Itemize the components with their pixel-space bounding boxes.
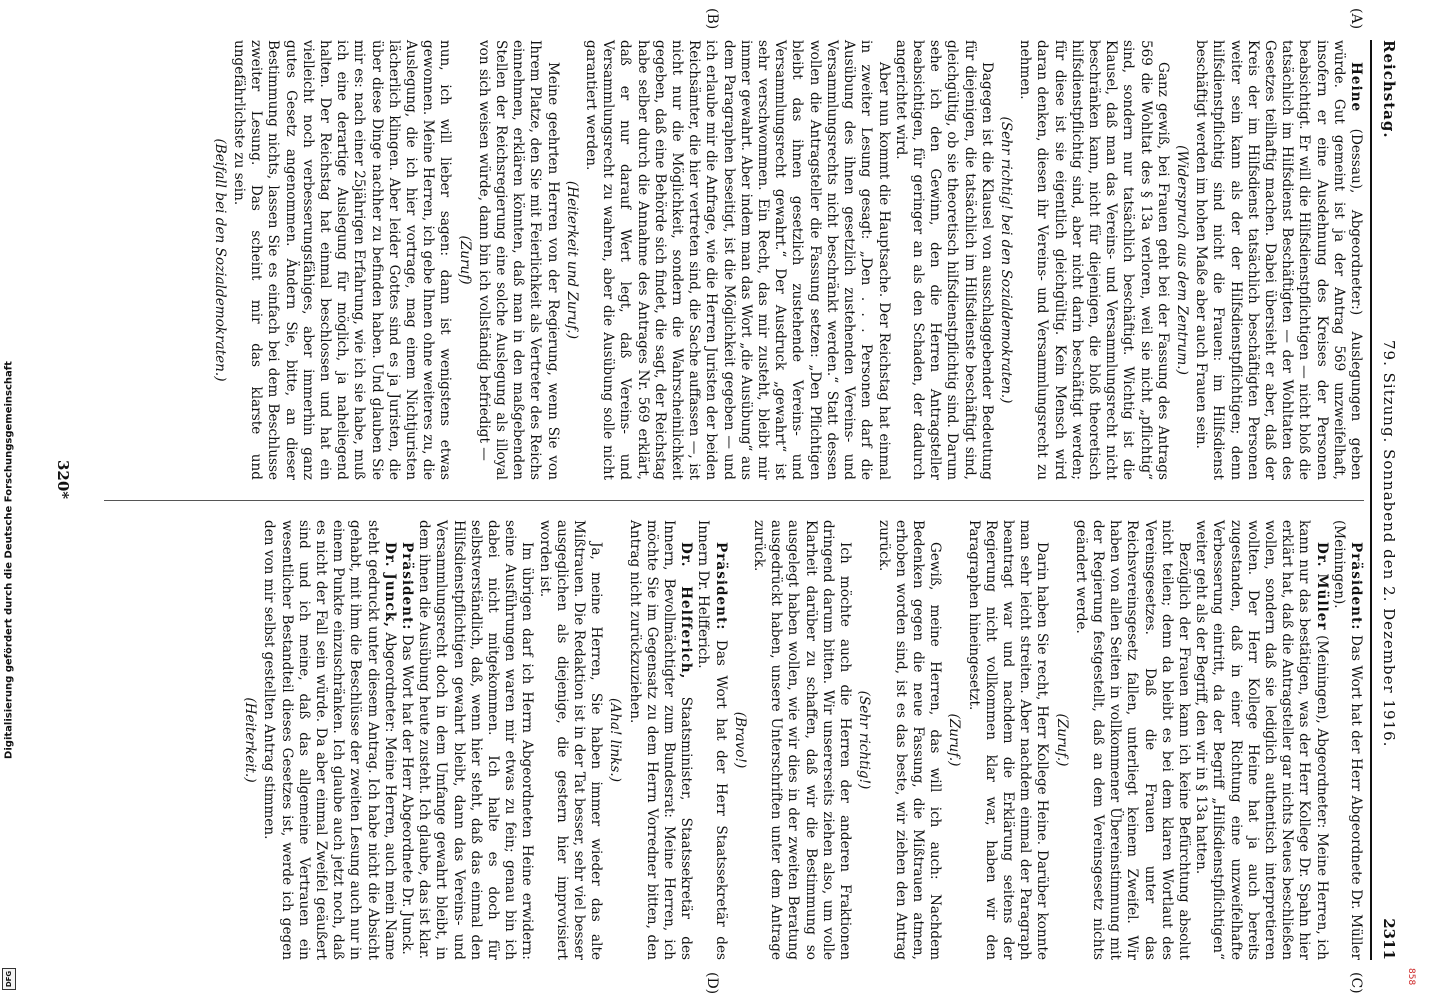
speech-text: Gewiß, meine Herren, das will ich auch: Nachdem Bedenken gegen die neue Fassung, die Mißtrauen atmen, erhoben worden sind, ist es das beste, wir ziehen den Antrag zurück. [875, 520, 944, 960]
speech-text: (Meiningen), Abgeordneter: Meine Herren, ich kann nur das bestätigen, was der Herr Kollege Dr. Spahn hier erklärt hat, daß die Antragsteller gar nichts Neues beschließen wollen, sondern daß sie lediglich authentisch interpretieren wollten. Der Herr Kollege Heine hat ja auch bereits zugestanden, daß in einer Richtung eine unzweifelhafte Verbesserung eintritt, da der Begriff „Hilfsdienstpflichtigen“ weiter geht als der Begriff, den wir in § 13a hatten. [1193, 520, 1330, 960]
speech-text: Meine geehrten Herren von der Regierung, wenn Sie von Ihrem Platze, den Sie mit Feierlichkeit als Vertreter des Reichs einnehmen, erklären könnten, daß man in den maßgebenden Stellen der Reichsregierung eine solche Auslegung als illoyal von sich weisen würde, dann bin ich vollständig befriedigt — [475, 40, 561, 480]
header-session: 79. Sitzung. Sonnabend den 2. Dezember 1916. [1380, 340, 1398, 748]
speaker-name: Dr. Junck, [381, 542, 398, 628]
dfg-logo: DFG [2, 968, 16, 990]
left-column [209, 40, 1364, 480]
speaker-name: Präsident: [399, 542, 416, 631]
speech-paragraph [625, 520, 694, 960]
speaker-name: Dr. Helfferich, [678, 542, 695, 680]
speech-text: Darin haben Sie recht, Herr Kollege Heine. Darüber konnte man sehr leicht streiten. Aber nachdem einmal der Paragraph beantragt war und nachdem die Erklärung seitens der Regierung nicht vollkommen klar war, haben wir den Paragraphen hineingesetzt. [965, 520, 1051, 960]
speech-text: Ganz gewiß, bei Frauen geht bei der Fassung des Antrags 569 die Wohltat des § 13a verloren, weil sie nicht „pflichtig“ sind, sondern nur tatsächlich beschäftigt. Wichtig ist die Klausel, daß man das Vereins- und Versammlungsrecht nicht beschränken kann, nicht für diejenigen, die bloß theoretisch hilfsdienstpflichtig sind, aber nicht darin beschäftigt werden; für diese ist sie eigentlich gleichgültig. Kein Mensch wird daran denken, diesen ihr Vereins- und Versammlungsrecht zu nehmen. [1017, 40, 1171, 480]
speech-paragraph [535, 520, 604, 960]
speech-paragraph [1192, 520, 1330, 960]
speech-paragraph [260, 520, 398, 960]
speaker-name: Dr. Müller [1313, 542, 1330, 631]
speech-paragraph [750, 520, 853, 960]
speech-paragraph [1192, 40, 1364, 480]
stage-direction: (Zuruf.) [946, 713, 963, 767]
stage-direction: (Beifall bei den Sozialdemokraten.) [211, 138, 228, 382]
stage-direction: (Aha! links.) [607, 697, 624, 783]
stage-direction: (Heiterkeit und Zuruf.) [563, 180, 580, 340]
header-page-number: 2311 [1380, 918, 1398, 960]
speaker-name: Präsident: [1348, 542, 1364, 631]
speech-paragraph [582, 40, 892, 480]
speech-paragraph [1016, 40, 1171, 480]
speech-paragraph [475, 40, 561, 480]
margin-mark-d: (D) [704, 972, 720, 995]
header-title: Reichstag. [1380, 40, 1398, 139]
stage-direction: (Sehr richtig! bei den Sozialdemokraten.) [997, 116, 1014, 404]
footer-number: 320* [54, 460, 72, 500]
speech-text: Staatsminister, Staatssekretär des Innern, Bevollmächtigter zum Bundesrat: Meine Herren, ich möchte Sie im Gegensatz zu dem Herrn Vorredner bitten, den Antrag nicht zurückzuziehen. [626, 520, 695, 960]
speech-text: Ich möchte auch die Herren der anderen Fraktionen dringend darum bitten. Wir unsererseits ziehen also, um volle Klarheit darüber zu schaffen, daß wir die Bestimmung so ausgelegt haben wollen, wie wir dies in der zweiten Beratung ausgedrückt haben, unsere Unterschriften unter dem Antrage zurück. [751, 520, 854, 960]
margin-mark-b: (B) [704, 8, 720, 30]
speaker-name: Präsident: [712, 542, 729, 631]
speech-paragraph [694, 520, 728, 960]
stage-direction: (Widerspruch aus dem Zentrum.) [1173, 145, 1190, 375]
stage-direction: (Bravo!) [731, 711, 748, 769]
margin-mark-a: (A) [1348, 8, 1364, 30]
stage-direction: (Heiterkeit.) [242, 697, 259, 783]
speech-paragraph [1330, 520, 1364, 960]
margin-mark-c: (C) [1348, 972, 1364, 994]
stage-direction: (Zuruf.) [1053, 713, 1070, 767]
stage-direction: (Sehr richtig!) [856, 690, 873, 790]
dfg-credit-strip [0, 0, 18, 1000]
speech-paragraph [892, 40, 995, 480]
speaker-name: Heine [1348, 62, 1364, 113]
speech-text: nun, ich will lieber sagen: dann ist wenigstens etwas gewonnen. Meine Herren, ich gebe Ihnen ohne weiteres zu, die Auslegung, die ich hier vortrage, mag einem Nichtjuristen lächerlich klingen. Aber leider Gottes sind es ja Juristen, die über diese Dinge nachher zu befinden haben. Und glauben Sie mir es: nach einer 25jährigen Erfahrung, wie ich sie habe, muß ich eine derartige Auslegung für möglich, ja naheliegend halten. Der Reichstag hat einmal beschlossen und hat ein vielleicht noch verbesserungsfähiges, aber immerhin ganz gutes Gesetz angenommen. Ändern Sie, bitte, an dieser Bestimmung nichts, lassen Sie es einfach bei dem Beschlusse zweiter Lesung. Das scheint mir das klarste und ungefährlichste zu sein. [231, 40, 454, 480]
speech-paragraph [415, 520, 535, 960]
speech-paragraph [874, 520, 943, 960]
digitization-credit: Digitalisierung gefördert durch die Deutsche Forschungsgemeinschaft [3, 361, 15, 759]
speech-text: Das Wort hat der Herr Abgeordnete Dr. Müller (Meiningen). [1330, 520, 1364, 960]
right-column [239, 520, 1364, 960]
column-divider [104, 500, 1364, 501]
speech-text: Dagegen ist die Klausel von ausschlaggebender Bedeutung für diejenigen, die tatsächlich im Hilfsdienste beschäftigt sind, gleichgültig, ob sie theoretisch hilfsdienstpflichtig sind. Darum sehe ich den Gewinn, den die Herren Antragsteller beabsichtigen, für geringer an als den Schaden, der dadurch angerichtet wird. [892, 40, 995, 480]
speech-paragraph [398, 520, 415, 960]
speech-text: (Dessau), Abgeordneter:) Auslegungen geben würde. Gut gemeint ist ja der Antrag 569 unzweifelhaft, insofern er eine Ausdehnung des Kreises der Personen beabsichtigt. Er will die Hilfsdienstpflichtigen — nicht bloß die tatsächlich im Hilfsdienst Beschäftigten — der Wohltaten des Gesetzes teilhaftig machen. Dabei übersieht er aber, daß der Kreis der im Hilfsdienst tatsächlich beschäftigten Personen weiter sein kann als der der Hilfsdienstpflichtigen; denn hilfsdienstpflichtig sind nicht die Frauen: im Hilfsdienst beschäftigt werden im hohen Maße aber auch Frauen sein. [1193, 40, 1364, 480]
speech-text: Bezüglich der Frauen kann ich keine Befürchtung absolut nicht teilen; denn da bleibt es bei dem klaren Wortlaut des Vereinsgesetzes. Daß die Frauen unter das Reichsvereinsgesetz fallen, unterliegt keinem Zweifel. Wir haben von allen Seiten in vollkommener Übereinstimmung mit der Regierung festgestellt, daß an dem Vereinsgesetz nichts geändert werde. [1072, 520, 1192, 960]
page-header [1374, 40, 1398, 960]
speech-text: Abgeordneter: Meine Herren, auch mein Name steht gedruckt unter diesem Antrag. Ich habe nicht die Absicht gehabt, mit ihm die Beschlüsse der zweiten Lesung auch nur in einem Punkte einzuschränken. Ich glaube auch jetzt noch, daß es nicht der Fall sein würde. Da aber einmal Zweifel geäußert sind und ich meine, daß das allgemeine Vertrauen ein wesentlicher Bestandteil dieses Gesetzes ist, werde ich gegen den von mir selbst gestellten Antrag stimmen. [261, 520, 398, 961]
speech-text: Das Wort hat der Herr Staatssekretär des Innern Dr. Helfferich. [695, 520, 729, 960]
speech-paragraph [964, 520, 1050, 960]
header-rule [1370, 40, 1372, 960]
speech-text: Im übrigen darf ich Herrn Abgeordneten Heine erwidern: seine Ausführungen waren mir etwas zu fein; genau bin ich dabei nicht mitgekommen. Ich halte es doch für selbstverständlich, daß, wenn hier steht, daß das einmal den Hilfsdienstpflichtigen gewahrt bleibt, dann das Vereins- und Versammlungsrecht doch in dem Umfange gewahrt bleibt, in dem ihnen die Ausübung heute zusteht. Ich glaube, das ist klar. [416, 520, 536, 960]
speech-paragraph [1072, 520, 1192, 960]
speech-paragraph [230, 40, 454, 480]
speech-text: Das Wort hat der Herr Abgeordnete Dr. Junck. [399, 634, 416, 955]
corner-mark: 858 [1406, 968, 1416, 986]
scanned-page [20, 0, 1420, 1000]
stage-direction: (Zuruf) [456, 235, 473, 285]
speech-text: Aber nun kommt die Hauptsache. Der Reichstag hat einmal in zweiter Lesung gesagt: „Den . . . Personen darf die Ausübung des ihnen gesetzlich zustehenden Vereins- und Versammlungsrechts nicht beschränkt werden.“ Statt dessen wollen die Antragsteller die Fassung setzen: „Den Pflichtigen bleibt das ihnen gesetzlich zustehende Vereins- und Versammlungsrecht gewahrt.“ Der Ausdruck „gewahrt“ ist sehr verschwommen. Ein Recht, das mir zusteht, bleibt mir immer gewahrt. Aber indem man das Wort „die Ausübung“ aus dem Paragraphen beseitigt, ist die Möglichkeit gegeben — und ich erlaube mir die Anfrage, wie die Herren Juristen der beiden Reichsämter, die hier vertreten sind, die Sache auffassen —, ist nicht nur die Möglichkeit, sondern die Wahrscheinlichkeit gegeben, daß eine Behörde sich findet, die sagt, der Reichstag habe selber durch die Annahme des Antrages Nr. 569 erklärt, daß er nur darauf Wert legt, daß Vereins- und Versammlungsrecht zu wahren, aber die Ausübung solle nicht garantiert werden. [583, 40, 892, 480]
page-sheet [20, 0, 1420, 1000]
speech-text: Ja, meine Herren, Sie haben immer wieder das alte Mißtrauen. Die Redaktion ist in der Tat besser, sehr viel besser ausgeglichen als diejenige, die gestern hier improvisiert worden ist. [536, 520, 605, 960]
